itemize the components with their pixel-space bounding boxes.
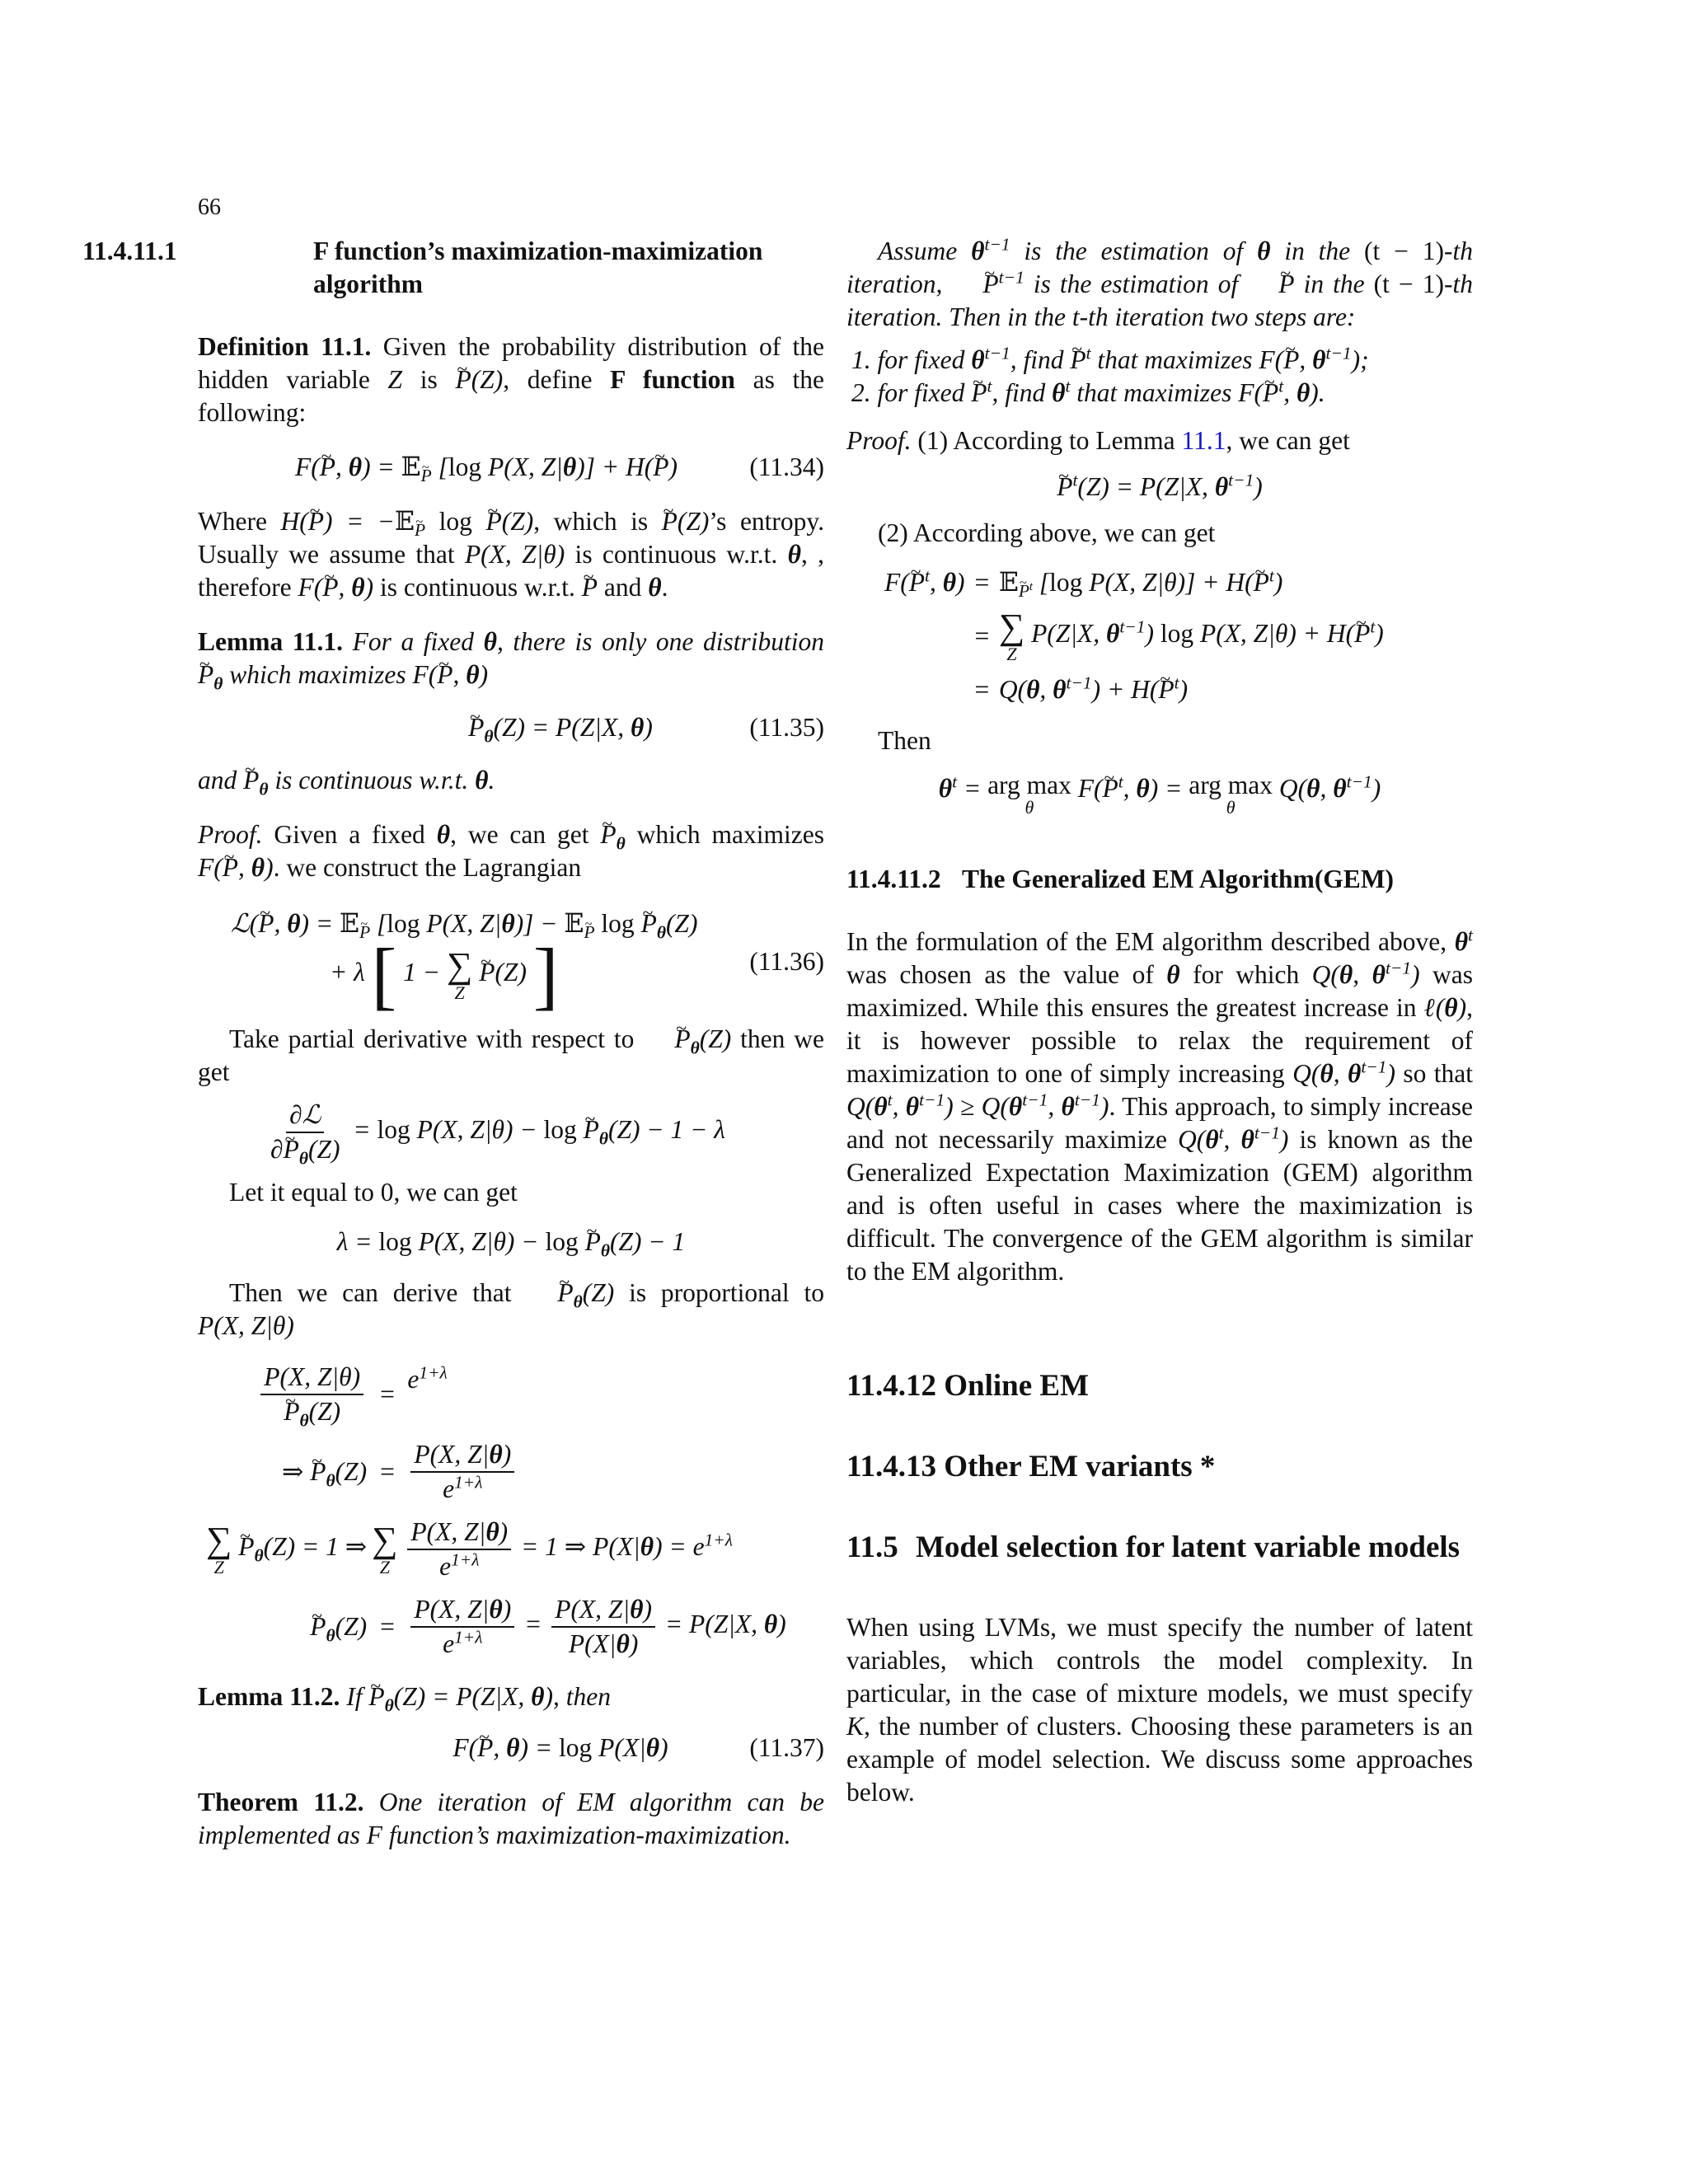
subsection-11-4-13-heading: 11.4.13 Other EM variants *	[846, 1449, 1216, 1483]
left-column	[82, 235, 825, 1852]
lemma-label: Lemma 11.1.	[198, 627, 344, 656]
proof-theorem-11-2-step-1: Proof. (1) According to Lemma 11.1, we can get	[846, 426, 1350, 455]
lemma-label: Lemma 11.2.	[198, 1682, 340, 1711]
section-title: F function’s maximization-maximization algorithm	[313, 237, 763, 298]
step-1: 1. for fixed $\theta^{t-1}$, find ~ $P^t$ that maximizes F(~ P, $\theta^{t-1}$);	[851, 344, 1473, 377]
section-number: 11.4.11.1	[82, 237, 177, 265]
proportional-paragraph: Then we can derive that ~ $P_\theta(Z)$ is proportional to P(X, Z|θ)	[198, 1277, 824, 1343]
section-title: Model selection for latent variable models	[916, 1530, 1461, 1564]
right-column	[846, 235, 1473, 1809]
model-selection-paragraph: When using LVMs, we must specify the number of latent variables, which controls the model complexity. In particular, in the case of mixture models, we must specify K, the number of clusters. Choosing these parameters is an example of model selection. We discuss some approaches below.	[846, 1612, 1473, 1807]
lemma-11-1-continuation: and ~ $P_\theta$ is continuous w.r.t. θ.	[198, 764, 824, 797]
gem-paragraph: In the formulation of the EM algorithm described above, $\theta^t$ was chosen as the value of θ for which Q(θ, $\theta^{t-1}$) was maximized. While this ensures the greatest increase in ℓ(θ), it is however possible to relax the requirement of maximization to one of simply increasing Q(θ, $\theta^{t-1}$) so that $Q(\theta^t$, $\theta^{t-1}) \ge Q(\theta^{t-1}$, $\theta^{t-1}$). This approach, to simply increase and not necessarily maximize $Q(\theta^t$, $\theta^{t-1}$) is known as the Generalized Expectation Maximization (GEM) algorithm and is often useful in cases where the maximization is difficult. The convergence of the GEM algorithm is similar to the EM algorithm.	[846, 925, 1474, 1286]
equation-11-36: ℒ(~ P, θ) = 𝔼$_P$ [log P(X, Z|θ)] − 𝔼$_P$ log ~ $P_\theta(Z)$ + λ [ 1 − ∑ Z ~ P(Z) ] (11.36)	[198, 907, 824, 1008]
definition-11-1: Definition 11.1. Given the probability distribution of the hidden variable Z is ~ P(Z), define F function as the following:	[198, 330, 824, 429]
section-11-5-heading	[846, 1529, 1473, 1567]
lemma-11-2: Lemma 11.2. If ~ $P_\theta(Z) = P(Z|X$, θ), then	[198, 1680, 824, 1713]
lambda-equation: λ = log P(X, Z|θ) − log ~ $P_\theta(Z) - 1$	[198, 1226, 824, 1258]
entropy-paragraph: Where H(~ P) = −𝔼$_P$ log ~ P(Z), which is ~ P(Z)’s entropy. Usually we assume that P(X, Z|θ) is continuous w.r.t. θ, , therefore F(~ P, θ) is continuous w.r.t. ~ P and θ.	[198, 505, 824, 604]
proof-label: Proof.	[198, 820, 263, 849]
definition-label: Definition 11.1.	[198, 332, 372, 361]
f-expansion-block: F(~ $P^t$, θ) = 𝔼$_{P^t}$ [log P(X, Z|θ)] + H(~ $P^t$) = ∑ Z P(Z|X, $\theta^{t-1}$) log P(X, Z|θ) + H(~ $P^t$) = Q(θ, $\theta^{t-1}$) + H(~ $P^t$)	[884, 561, 1384, 711]
proof-label: Proof.	[846, 426, 912, 455]
proof-lemma-11-1: Proof. Given a fixed θ, we can get ~ $P_\theta$ which maximizes F(~ P, θ). we construct the Lagrangian	[198, 818, 824, 884]
equation-number: (11.34)	[749, 452, 824, 481]
f-function-term: F function	[610, 365, 735, 394]
subsubsection-11-4-11-1-heading	[82, 235, 824, 301]
section-number: 11.5	[846, 1530, 898, 1564]
proof-step-2: (2) According above, we can get	[878, 518, 1216, 547]
page-number: 66	[198, 194, 221, 220]
section-number: 11.4.11.2	[846, 864, 941, 893]
iteration-steps	[846, 344, 1473, 410]
section-title: The Generalized EM Algorithm(GEM)	[962, 864, 1395, 893]
argmax-equation: $\theta^t$ = arg max θ F(~ $P^t$, θ) = arg max θ Q(θ, $\theta^{t-1}$)	[846, 772, 1473, 817]
equation-11-35: ~ $P_\theta(Z) = P(Z|X$, θ) (11.35)	[198, 711, 824, 744]
theorem-assumption: Assume $\theta^{t-1}$ is the estimation of θ in the (t − 1)-th iteration, ~ $P^{t-1}$ is the estimation of ~ P in the (t − 1)-th iteration. Then in the t-th iteration two steps are:	[846, 235, 1473, 334]
lemma-11-1-link[interactable]: 11.1	[1181, 426, 1226, 455]
equation-number: (11.36)	[749, 947, 824, 976]
equation-number: (11.35)	[749, 713, 824, 742]
step-2: 2. for fixed ~ $P^t$, find $\theta^t$ that maximizes F(~ $P^t$, θ).	[851, 377, 1473, 410]
theorem-11-2: Theorem 11.2. One iteration of EM algorithm can be implemented as F function’s maximization-maximization.	[198, 1788, 825, 1849]
subsection-11-4-12-heading: 11.4.12 Online EM	[846, 1368, 1089, 1403]
lemma-11-1: Lemma 11.1. For a fixed θ, there is only one distribution ~ $P_\theta$ which maximizes F(~ P, θ)	[198, 626, 824, 691]
theorem-label: Theorem 11.2.	[198, 1788, 364, 1816]
partial-derivative-equation: $\frac{\text{∂ℒ}}{\partial\sim P_\theta(Z)}$ = log P(X, Z|θ) − log ~ $P_\theta(Z) - 1 - \lambda$	[198, 1099, 824, 1166]
equation-number: (11.37)	[749, 1733, 824, 1762]
partial-derivative-paragraph: Take partial derivative with respect to ~ $P_\theta(Z)$ then we get	[198, 1023, 824, 1089]
equation-11-34: F(~ P, θ) = 𝔼$_P$ [log P(X, Z|θ)] + H(~ P) (11.34)	[198, 451, 824, 484]
subsubsection-11-4-11-2-heading	[846, 863, 1473, 896]
let-equal-zero: Let it equal to 0, we can get	[229, 1178, 518, 1207]
p-tilde-t-equation: ~ $P^t(Z) = P(Z|X$, $\theta^{t-1}$)	[846, 471, 1473, 504]
then-text: Then	[878, 726, 931, 755]
equation-11-37: F(~ P, θ) = log P(X|θ) (11.37)	[198, 1732, 824, 1765]
derivation-block: P(X, Z|θ) ~ $P_\theta(Z)$ = $e^{1+\lambda}$ ⇒ ~ $P_\theta(Z)$ = $\frac{P(X, Z|\theta)}{e^{1+\lambda}}$ ∑ Z ~ $P_\theta(Z) = 1$ ⇒ ∑ Z $\frac{P(X, Z|\theta)}{e^{1+\lambda}}$ = 1 ⇒ $P(X|\theta) = e^{1+\lambda}$ ~ $P_\theta(Z)$ = $\frac{P(X, Z|\theta)}{e^{1+\lambda}}$ = $\frac{P(X, Z|\theta)}{P(X|\theta)}$ = P(Z|X, θ)	[206, 1356, 786, 1666]
